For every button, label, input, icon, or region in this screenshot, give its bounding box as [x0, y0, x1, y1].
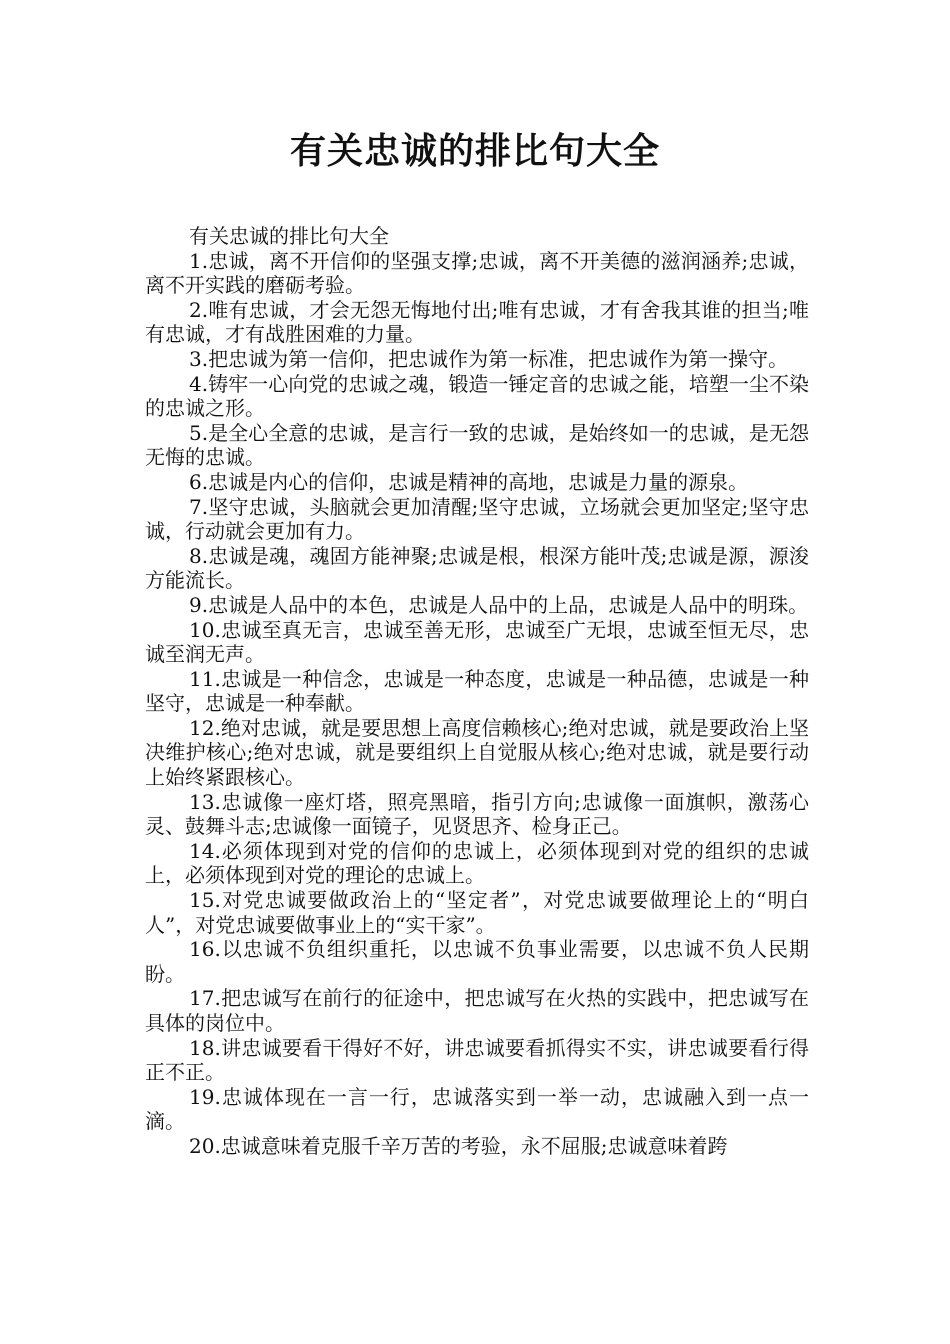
paragraph-item-3: 3.把忠诚为第一信仰，把忠诚作为第一标准，把忠诚作为第一操守。 [189, 346, 789, 371]
paragraph-item-20: 20.忠诚意味着克服千辛万苦的考验，永不屈服;忠诚意味着跨 [189, 1133, 728, 1158]
paragraph-heading: 有关忠诚的排比句大全 [189, 224, 389, 248]
paragraph-item-8: 8.忠诚是魂，魂固方能神聚;忠诚是根，根深方能叶茂;忠诚是源，源浚方能流长。 [145, 543, 809, 593]
paragraph-item-4: 4.铸牢一心向党的忠诚之魂，锻造一锤定音的忠诚之能，培塑一尘不染的忠诚之形。 [145, 371, 809, 421]
paragraph-item-13: 13.忠诚像一座灯塔，照亮黑暗，指引方向;忠诚像一面旗帜，激荡心灵、鼓舞斗志;忠诚像一面镜子，见贤思齐、检身正己。 [145, 789, 809, 839]
paragraph-item-17: 17.把忠诚写在前行的征途中，把忠诚写在火热的实践中，把忠诚写在具体的岗位中。 [145, 986, 809, 1035]
paragraph-item-6: 6.忠诚是内心的信仰，忠诚是精神的高地，忠诚是力量的源泉。 [189, 469, 749, 494]
paragraph-item-2: 2.唯有忠诚，才会无怨无悔地付出;唯有忠诚，才有舍我其谁的担当;唯有忠诚，才有战胜困难的力量。 [145, 297, 809, 347]
paragraph-item-5: 5.是全心全意的忠诚，是言行一致的忠诚，是始终如一的忠诚，是无怨无悔的忠诚。 [145, 420, 809, 470]
paragraph-item-7: 7.坚守忠诚，头脑就会更加清醒;坚守忠诚，立场就会更加坚定;坚守忠诚，行动就会更加有力。 [145, 494, 809, 544]
paragraph-item-10: 10.忠诚至真无言，忠诚至善无形，忠诚至广无垠，忠诚至恒无尽，忠诚至润无声。 [145, 617, 809, 667]
paragraph-item-15: 15.对党忠诚要做政治上的“坚定者”，对党忠诚要做理论上的“明白人”，对党忠诚要做事业上的“实干家”。 [145, 888, 809, 937]
paragraph-item-14: 14.必须体现到对党的信仰的忠诚上，必须体现到对党的组织的忠诚上，必须体现到对党的理论的忠诚上。 [145, 838, 809, 888]
paragraph-item-12: 12.绝对忠诚，就是要思想上高度信赖核心;绝对忠诚，就是要政治上坚决维护核心;绝对忠诚，就是要组织上自觉服从核心;绝对忠诚，就是要行动上始终紧跟核心。 [145, 715, 809, 790]
paragraph-item-19: 19.忠诚体现在一言一行，忠诚落实到一举一动，忠诚融入到一点一滴。 [145, 1084, 809, 1134]
document-title: 有关忠诚的排比句大全 [289, 131, 660, 172]
paragraph-item-9: 9.忠诚是人品中的本色，忠诚是人品中的上品，忠诚是人品中的明珠。 [189, 592, 809, 617]
paragraph-item-18: 18.讲忠诚要看干得好不好，讲忠诚要看抓得实不实，讲忠诚要看行得正不正。 [145, 1035, 809, 1085]
paragraph-item-16: 16.以忠诚不负组织重托，以忠诚不负事业需要，以忠诚不负人民期盼。 [145, 937, 809, 986]
document-body [145, 224, 809, 1159]
paragraph-item-11: 11.忠诚是一种信念，忠诚是一种态度，忠诚是一种品德，忠诚是一种坚守，忠诚是一种奉献。 [145, 666, 809, 716]
paragraph-item-1: 1.忠诚，离不开信仰的坚强支撑;忠诚，离不开美德的滋润涵养;忠诚，离不开实践的磨砺考验。 [145, 248, 809, 298]
